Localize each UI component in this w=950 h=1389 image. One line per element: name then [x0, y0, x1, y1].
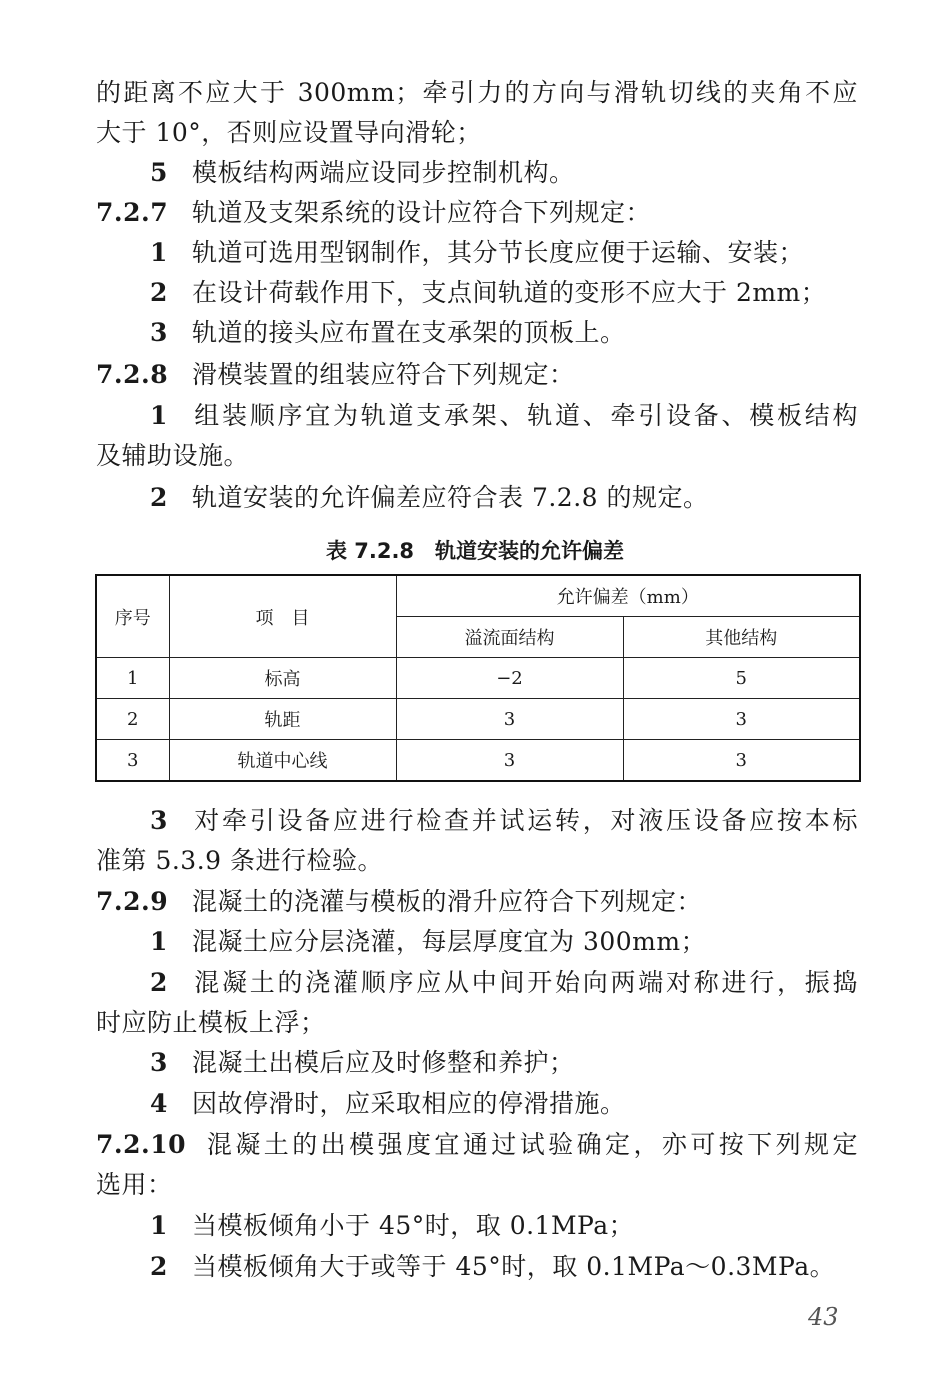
item-text: 混凝土出模后应及时修整和养护；: [192, 1048, 575, 1077]
list-item: [150, 803, 858, 839]
list-item: [150, 1045, 575, 1081]
deviation-table: [95, 574, 861, 782]
body-line: 时应防止模板上浮；: [96, 1008, 326, 1037]
header-item: 项 目: [169, 575, 396, 658]
clause-heading: [96, 195, 858, 231]
body-line: 准第 5.3.9 条进行检验。: [96, 846, 384, 875]
cell-other: 3: [623, 699, 860, 740]
item-text: 模板结构两端应设同步控制机构。: [192, 158, 575, 187]
item-text: 轨道可选用型钢制作，其分节长度应便于运输、安装；: [192, 238, 805, 267]
cell-other: 5: [623, 658, 860, 699]
list-item: [150, 480, 709, 516]
header-other-structure: 其他结构: [623, 617, 860, 658]
table-row: [96, 740, 860, 782]
header-deviation: 允许偏差（mm）: [396, 575, 860, 617]
list-item: [150, 315, 626, 351]
table-row: [96, 699, 860, 740]
item-text: 轨道安装的允许偏差应符合表 7.2.8 的规定。: [192, 483, 709, 512]
cell-no: 3: [96, 740, 169, 782]
clause-number: 7.2.7: [96, 198, 169, 227]
item-number: 4: [150, 1089, 168, 1118]
list-item: [150, 965, 858, 1001]
item-number: 1: [150, 1211, 168, 1240]
item-number: 3: [150, 1048, 168, 1077]
item-text: 在设计荷载作用下，支点间轨道的变形不应大于 2mm；: [192, 278, 827, 307]
cell-other: 3: [623, 740, 860, 782]
list-item: [150, 275, 826, 311]
clause-heading: [96, 357, 858, 393]
item-text: 轨道的接头应布置在支承架的顶板上。: [192, 318, 626, 347]
cell-overflow: 3: [396, 699, 623, 740]
item-text: 当模板倾角小于 45°时，取 0.1MPa；: [192, 1211, 635, 1240]
clause-number: 7.2.10: [96, 1130, 186, 1159]
item-number: 1: [150, 401, 168, 430]
item-number: 3: [150, 318, 168, 347]
item-number: 2: [150, 483, 168, 512]
table-row: [96, 658, 860, 699]
cell-overflow: 3: [396, 740, 623, 782]
cell-item: 轨道中心线: [169, 740, 396, 782]
clause-number: 7.2.9: [96, 887, 169, 916]
list-item: [150, 1249, 835, 1285]
clause-heading: [96, 884, 858, 920]
cell-item: 标高: [169, 658, 396, 699]
body-line: 大于 10°，否则应设置导向滑轮；: [96, 118, 482, 147]
list-item: [150, 235, 804, 271]
cell-item: 轨距: [169, 699, 396, 740]
page-number: 43: [808, 1303, 839, 1331]
list-item: [150, 398, 858, 434]
cell-overflow: −2: [396, 658, 623, 699]
clause-text: 混凝土的浇灌与模板的滑升应符合下列规定：: [192, 887, 703, 916]
item-number: 1: [150, 238, 168, 267]
body-line: 及辅助设施。: [96, 441, 250, 470]
clause-text: 混凝土的出模强度宜通过试验确定，亦可按下列规定: [204, 1130, 858, 1159]
item-number: 2: [150, 278, 168, 307]
item-number: 1: [150, 927, 168, 956]
item-text: 对牵引设备应进行检查并试运转，对液压设备应按本标: [192, 806, 858, 835]
clause-text: 轨道及支架系统的设计应符合下列规定：: [192, 198, 652, 227]
list-item: [150, 155, 575, 191]
item-number: 5: [150, 158, 168, 187]
item-text: 组装顺序宜为轨道支承架、轨道、牵引设备、模板结构: [192, 401, 858, 430]
item-number: 2: [150, 1252, 168, 1281]
list-item: [150, 924, 706, 960]
cell-no: 2: [96, 699, 169, 740]
item-number: 2: [150, 968, 168, 997]
item-number: 3: [150, 806, 168, 835]
item-text: 当模板倾角大于或等于 45°时，取 0.1MPa～0.3MPa。: [192, 1252, 836, 1281]
body-line: 的距离不应大于 300mm；牵引力的方向与滑轨切线的夹角不应: [96, 78, 858, 107]
table-caption: 表 7.2.8 轨道安装的允许偏差: [325, 539, 625, 563]
item-text: 因故停滑时，应采取相应的停滑措施。: [192, 1089, 626, 1118]
clause-number: 7.2.8: [96, 360, 169, 389]
clause-text: 滑模装置的组装应符合下列规定：: [192, 360, 575, 389]
item-text: 混凝土的浇灌顺序应从中间开始向两端对称进行，振捣: [192, 968, 858, 997]
header-overflow-structure: 溢流面结构: [396, 617, 623, 658]
clause-heading: [96, 1127, 858, 1163]
list-item: [150, 1208, 634, 1244]
cell-no: 1: [96, 658, 169, 699]
list-item: [150, 1086, 626, 1122]
header-no: 序号: [96, 575, 169, 658]
item-text: 混凝土应分层浇灌，每层厚度宜为 300mm；: [192, 927, 707, 956]
body-line: 选用：: [96, 1170, 173, 1199]
